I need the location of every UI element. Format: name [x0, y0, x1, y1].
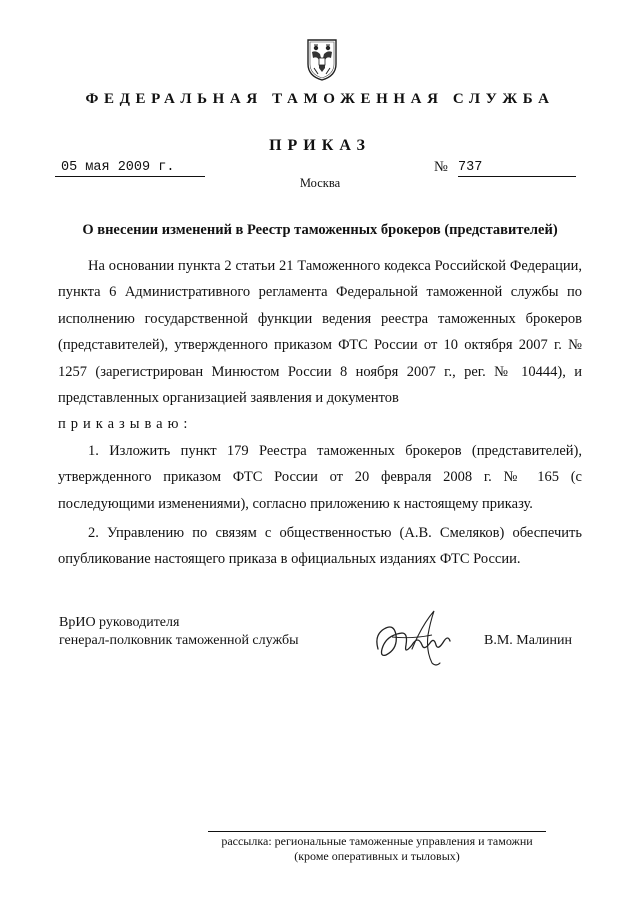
distribution-line-2: (кроме оперативных и тыловых): [294, 849, 460, 863]
item-1: 1. Изложить пункт 179 Реестра таможенных брокеров (представителей), утвержденного приказом ФТС России от 20 февраля 2008 г. № 165 (с последующими изменениями), согласно приложению к настоящему приказу.: [58, 442, 582, 512]
distribution-list: [202, 834, 552, 864]
distribution-line-1: рассылка: региональные таможенные управления и таможни: [221, 834, 533, 848]
document-type: ПРИКАЗ: [269, 137, 371, 154]
preamble-paragraph: [58, 253, 582, 411]
position-line-1: ВрИО руководителя: [59, 615, 180, 630]
order-subject: О внесении изменений в Реестр таможенных брокеров (представителей): [82, 222, 558, 238]
russian-coat-of-arms-icon: [300, 34, 344, 82]
agency-name: ФЕДЕРАЛЬНАЯ ТАМОЖЕННАЯ СЛУЖБА: [85, 91, 555, 107]
position-line-2: генерал-полковник таможенной службы: [59, 633, 299, 648]
order-number: 737: [458, 160, 576, 177]
distribution-divider: [208, 831, 546, 832]
city: Москва: [299, 176, 341, 190]
signatory-position: [59, 614, 298, 650]
preamble-text: На основании пункта 2 статьи 21 Таможенного кодекса Российской Федерации, пункта 6 Административного регламента Федеральной таможенной службы по исполнению государственной функции ведения реестра таможенных брокеров (представителей), утвержденного приказом ФТС России от 10 октября 2007 г. № 1257 (зарегистрирован Минюстом России 8 ноября 2007 г., рег. № 10444), и представленных организацией заявления и документов: [58, 258, 582, 407]
order-date: 05 мая 2009 г.: [55, 160, 205, 177]
order-word: приказываю:: [58, 416, 193, 433]
handwritten-signature-icon: [372, 605, 462, 669]
order-word-line: [58, 411, 582, 437]
order-body: [58, 253, 582, 573]
signatory-name: В.М. Малинин: [484, 633, 573, 648]
item-2: 2. Управлению по связям с общественностью (А.В. Смеляков) обеспечить опубликование настоящего приказа в официальных изданиях ФТС России.: [58, 525, 582, 568]
number-sign: №: [434, 159, 448, 175]
